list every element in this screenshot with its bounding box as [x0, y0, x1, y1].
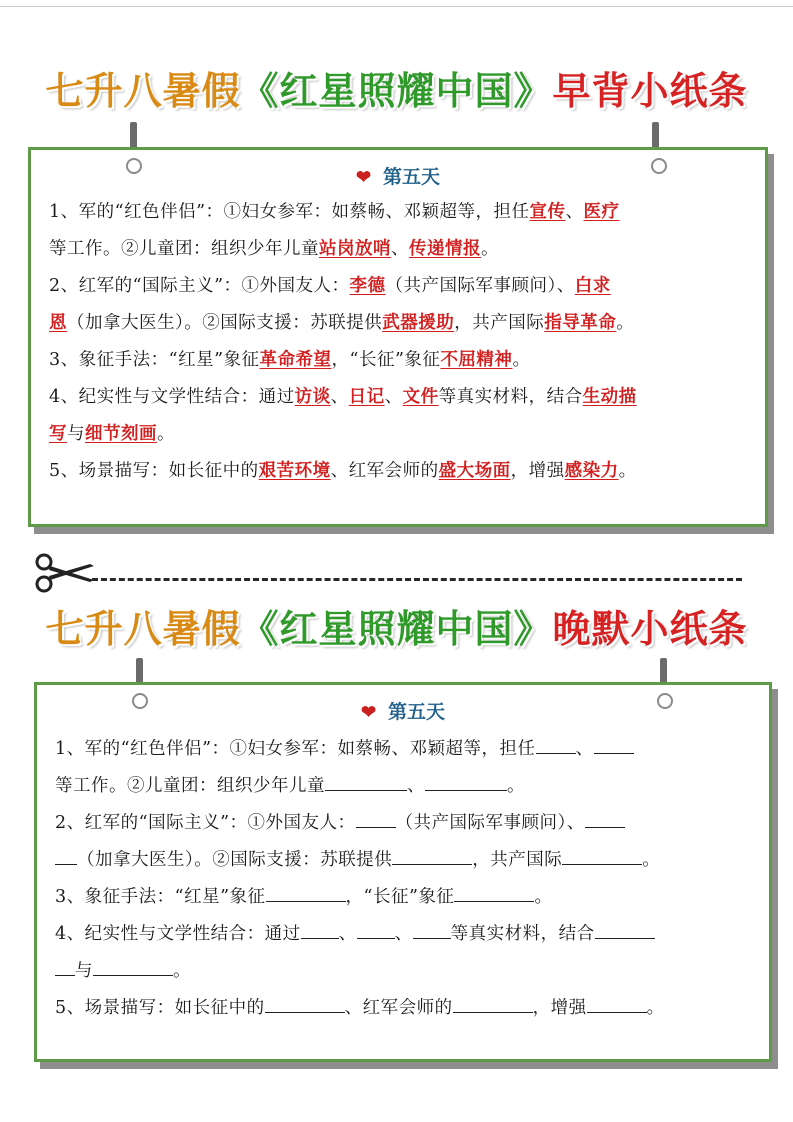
answer: 日记 [348, 387, 385, 407]
text: ，“长征”象征 [345, 887, 455, 907]
answer: 生动描 [582, 387, 637, 407]
day-heading [31, 162, 765, 189]
answer: 文件 [402, 387, 439, 407]
day-heading [37, 697, 769, 724]
answer: 武器援助 [382, 313, 455, 333]
evening-card [34, 682, 772, 1062]
answer: 革命希望 [259, 350, 332, 370]
blank[interactable] [454, 883, 534, 902]
item-4-line-2 [49, 422, 747, 446]
answer: 白求 [574, 276, 611, 296]
item-5 [49, 459, 747, 483]
text: 3、象征手法：“红星”象征 [49, 350, 260, 370]
text: 、 [394, 924, 413, 944]
answer: 李德 [349, 276, 386, 296]
text: （加拿大医生）。②国际支援：苏联提供 [77, 850, 393, 870]
item-2-line-1 [49, 274, 747, 298]
text: （共产国际军事顾问）、 [385, 276, 575, 296]
text: 1、军的“红色伴侣”：①妇女参军：如蔡畅、邓颖超等，担任 [55, 739, 536, 759]
answer: 不屈精神 [440, 350, 513, 370]
morning-card [28, 147, 768, 527]
text: ，“长征”象征 [331, 350, 441, 370]
answer: 恩 [49, 313, 67, 333]
text: 。 [173, 961, 191, 981]
heart-icon: ❤ [360, 702, 377, 723]
title-book: 《红星照耀中国》 [240, 69, 553, 113]
answer: 医疗 [583, 202, 620, 222]
blank[interactable] [392, 846, 472, 865]
answer: 传递情报 [409, 239, 481, 259]
text: 。 [646, 998, 665, 1018]
text: 、红军会师的 [344, 998, 453, 1018]
answer: 指导革命 [544, 313, 617, 333]
item-5 [55, 994, 751, 1020]
blank[interactable] [425, 772, 507, 791]
morning-title [0, 60, 793, 115]
text: 2、红军的“国际主义”：①外国友人： [49, 276, 350, 296]
blank[interactable] [55, 957, 75, 976]
item-3 [55, 883, 751, 909]
blank[interactable] [413, 920, 451, 939]
blank[interactable] [55, 846, 77, 865]
answer: 写 [49, 424, 67, 444]
title-book: 《红星照耀中国》 [240, 607, 553, 651]
title-type: 晚默小纸条 [552, 607, 748, 651]
blank[interactable] [587, 994, 647, 1013]
blank[interactable] [301, 920, 339, 939]
text: 、 [391, 239, 409, 259]
text: 1、军的“红色伴侣”：①妇女参军：如蔡畅、邓颖超等，担任 [49, 202, 530, 222]
text: 。 [507, 776, 525, 796]
blank[interactable] [562, 846, 642, 865]
text: 。 [157, 424, 175, 444]
text: 、 [338, 924, 357, 944]
text: 3、象征手法：“红星”象征 [55, 887, 266, 907]
text: 。 [642, 850, 661, 870]
heart-icon: ❤ [355, 167, 372, 188]
answer: 站岗放哨 [319, 239, 391, 259]
day-label: 第五天 [383, 166, 441, 188]
text: 、 [565, 202, 584, 222]
text: 、 [407, 776, 425, 796]
text: 。 [616, 313, 635, 333]
blank[interactable] [265, 994, 345, 1013]
item-1-line-1 [49, 200, 747, 224]
text: 。 [512, 350, 531, 370]
text: ，增强 [532, 998, 587, 1018]
item-2-line-2 [49, 311, 747, 335]
text: 、 [575, 739, 594, 759]
text: 5、场景描写：如长征中的 [55, 998, 265, 1018]
text: （加拿大医生）。②国际支援：苏联提供 [67, 313, 383, 333]
blank[interactable] [536, 735, 576, 754]
title-grade: 七升八暑假 [45, 69, 241, 113]
text: 、 [384, 387, 403, 407]
text: 与 [75, 961, 93, 981]
cut-line [92, 578, 742, 581]
title-grade: 七升八暑假 [45, 607, 241, 651]
blank[interactable] [325, 772, 407, 791]
text: ，共产国际 [472, 850, 563, 870]
blank[interactable] [595, 920, 655, 939]
item-2-line-1 [55, 809, 751, 835]
blank[interactable] [453, 994, 533, 1013]
text: 4、纪实性与文学性结合：通过 [49, 387, 295, 407]
item-1-line-2 [49, 237, 747, 261]
blank[interactable] [357, 920, 395, 939]
blank[interactable] [585, 809, 625, 828]
top-divider [0, 6, 793, 7]
text: 、红军会师的 [330, 461, 439, 481]
item-2-line-2 [55, 846, 751, 872]
text: 等真实材料，结合 [450, 924, 595, 944]
item-1-line-1 [55, 735, 751, 761]
item-4-line-1 [49, 385, 747, 409]
text: 等工作。②儿童团：组织少年儿童 [55, 776, 325, 796]
answer: 访谈 [294, 387, 331, 407]
text: 4、纪实性与文学性结合：通过 [55, 924, 301, 944]
blank[interactable] [266, 883, 346, 902]
text: 5、场景描写：如长征中的 [49, 461, 259, 481]
text: ，共产国际 [454, 313, 545, 333]
evening-title [0, 598, 793, 653]
answer: 宣传 [529, 202, 566, 222]
day-label: 第五天 [388, 701, 446, 723]
answer: 感染力 [564, 461, 619, 481]
answer: 艰苦环境 [258, 461, 331, 481]
text: 等真实材料，结合 [438, 387, 583, 407]
text: 与 [67, 424, 85, 444]
text: 。 [534, 887, 553, 907]
text: 。 [481, 239, 499, 259]
blank[interactable] [93, 957, 173, 976]
text: （共产国际军事顾问）、 [395, 813, 585, 833]
item-3 [49, 348, 747, 372]
item-4-line-1 [55, 920, 751, 946]
text: 。 [618, 461, 637, 481]
item-1-line-2 [55, 772, 751, 798]
text: ，增强 [510, 461, 565, 481]
answer: 细节刻画 [85, 424, 157, 444]
item-4-line-2 [55, 957, 751, 983]
blank[interactable] [594, 735, 634, 754]
text: 2、红军的“国际主义”：①外国友人： [55, 813, 356, 833]
text: 、 [330, 387, 349, 407]
text: 等工作。②儿童团：组织少年儿童 [49, 239, 319, 259]
scissors-icon [34, 548, 96, 598]
title-type: 早背小纸条 [552, 69, 748, 113]
blank[interactable] [356, 809, 396, 828]
answer: 盛大场面 [438, 461, 511, 481]
